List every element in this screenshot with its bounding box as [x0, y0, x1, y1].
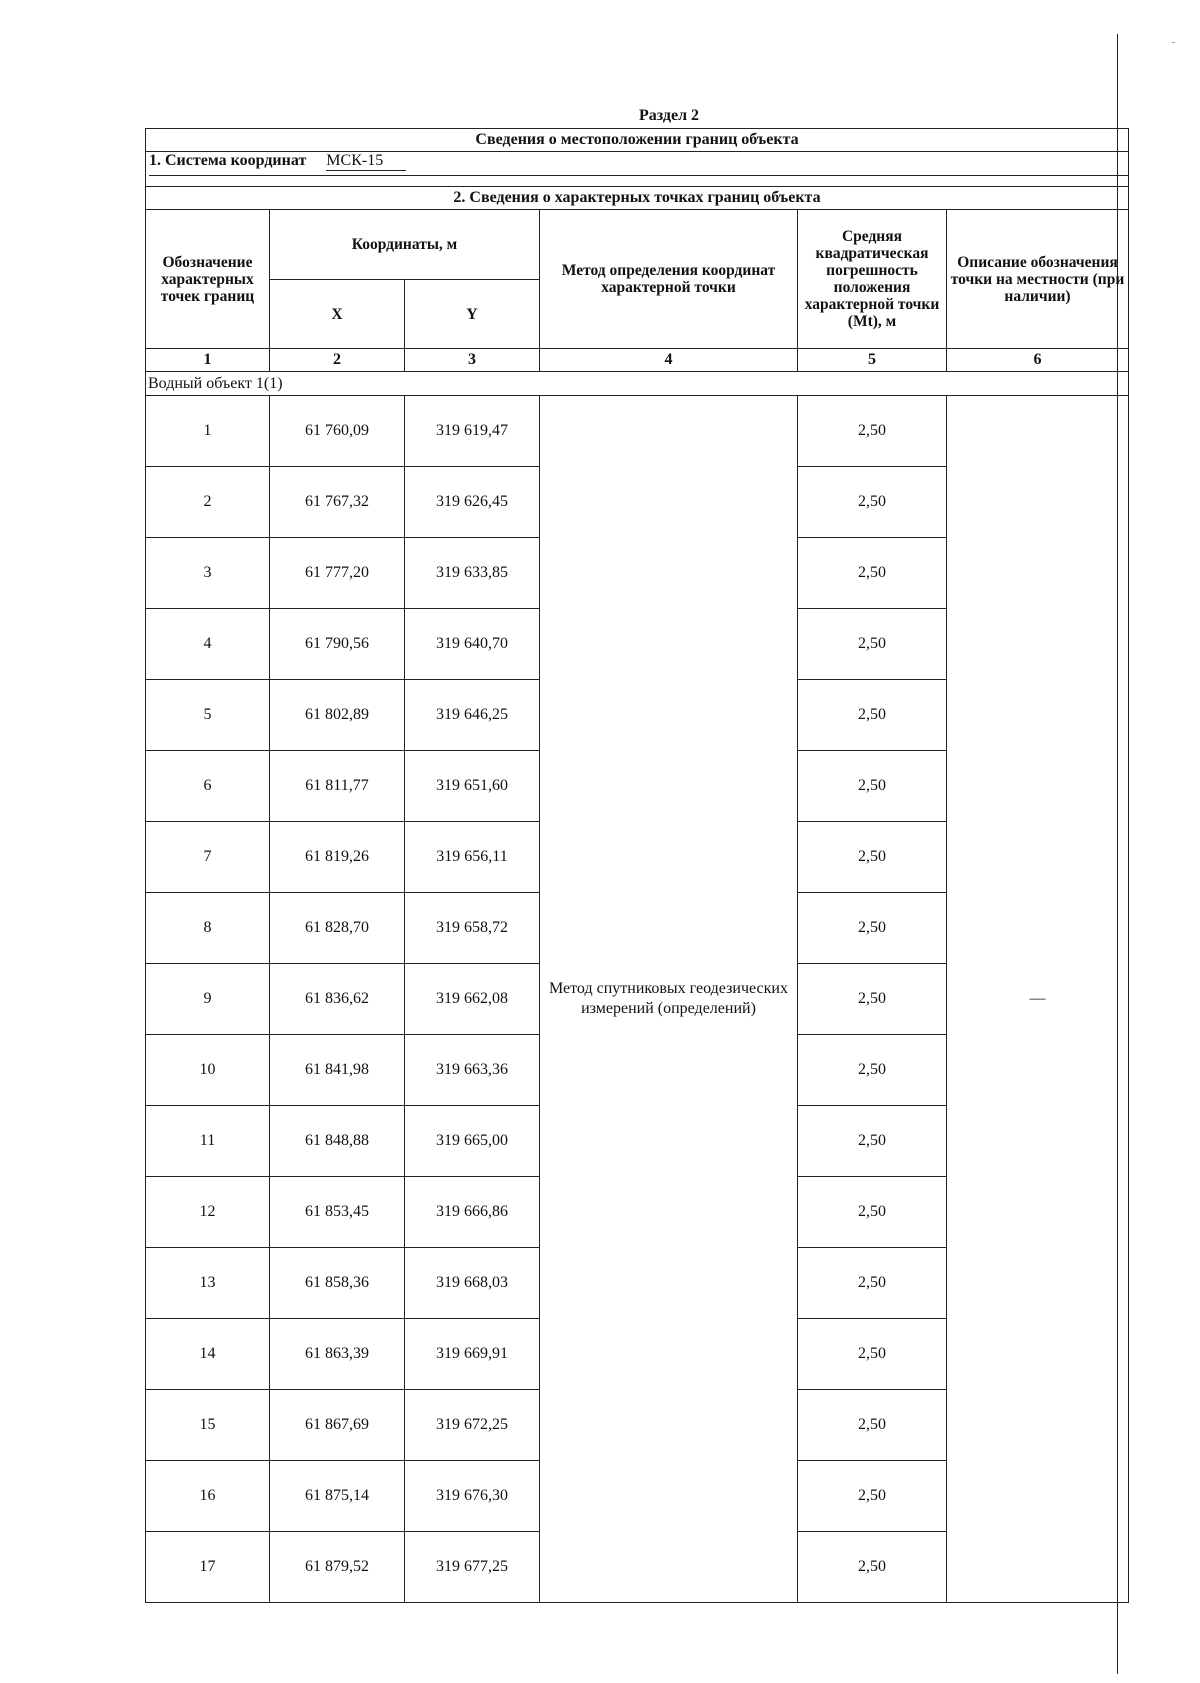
coordinate-x: 61 853,45 — [270, 1177, 405, 1248]
coordinate-x: 61 828,70 — [270, 893, 405, 964]
mean-square-error: 2,50 — [798, 1106, 947, 1177]
coordinate-x: 61 848,88 — [270, 1106, 405, 1177]
point-number: 9 — [146, 964, 270, 1035]
coordinate-system-label: 1. Система координат — [149, 152, 307, 169]
coordinate-y: 319 668,03 — [405, 1248, 540, 1319]
coordinate-x: 61 760,09 — [270, 396, 405, 467]
column-number: 3 — [405, 349, 540, 372]
coordinate-y: 319 665,00 — [405, 1106, 540, 1177]
mean-square-error: 2,50 — [798, 1319, 947, 1390]
point-number: 8 — [146, 893, 270, 964]
mean-square-error: 2,50 — [798, 1248, 947, 1319]
column-number: 4 — [540, 349, 798, 372]
coordinate-y: 319 626,45 — [405, 467, 540, 538]
point-number: 10 — [146, 1035, 270, 1106]
coordinate-y: 319 669,91 — [405, 1319, 540, 1390]
object-label: Водный объект 1(1) — [146, 372, 1129, 396]
point-number: 13 — [146, 1248, 270, 1319]
coordinate-x: 61 875,14 — [270, 1461, 405, 1532]
coordinate-x: 61 858,36 — [270, 1248, 405, 1319]
coordinate-y: 319 666,86 — [405, 1177, 540, 1248]
coordinate-x: 61 867,69 — [270, 1390, 405, 1461]
coordinate-y: 319 663,36 — [405, 1035, 540, 1106]
coordinate-y: 319 676,30 — [405, 1461, 540, 1532]
point-number: 6 — [146, 751, 270, 822]
coordinate-y: 319 646,25 — [405, 680, 540, 751]
boundary-points-table — [145, 128, 1129, 1603]
mean-square-error: 2,50 — [798, 396, 947, 467]
mean-square-error: 2,50 — [798, 964, 947, 1035]
point-number: 17 — [146, 1532, 270, 1603]
coordinate-y: 319 640,70 — [405, 609, 540, 680]
point-number: 5 — [146, 680, 270, 751]
coordinate-y: 319 662,08 — [405, 964, 540, 1035]
header-error: Средняя квадратическая погрешность положения характерной точки (Mt), м — [798, 210, 947, 349]
point-number: 16 — [146, 1461, 270, 1532]
coordinate-y: 319 672,25 — [405, 1390, 540, 1461]
header-method: Метод определения координат характерной точки — [540, 210, 798, 349]
mean-square-error: 2,50 — [798, 822, 947, 893]
coordinate-system-underline — [149, 175, 1128, 176]
point-number: 2 — [146, 467, 270, 538]
header-description: Описание обозначения точки на местности (при наличии) — [947, 210, 1129, 349]
mean-square-error: 2,50 — [798, 609, 947, 680]
header-coordinates: Координаты, м — [270, 210, 540, 280]
mean-square-error: 2,50 — [798, 893, 947, 964]
mean-square-error: 2,50 — [798, 538, 947, 609]
mean-square-error: 2,50 — [798, 680, 947, 751]
mean-square-error: 2,50 — [798, 467, 947, 538]
mean-square-error: 2,50 — [798, 1035, 947, 1106]
coordinate-y: 319 658,72 — [405, 893, 540, 964]
point-number: 11 — [146, 1106, 270, 1177]
column-number: 1 — [146, 349, 270, 372]
mean-square-error: 2,50 — [798, 1461, 947, 1532]
coordinate-y: 319 677,25 — [405, 1532, 540, 1603]
scan-speck — [1172, 42, 1175, 43]
points-subtitle: 2. Сведения о характерных точках границ объекта — [146, 187, 1129, 210]
point-number: 4 — [146, 609, 270, 680]
coordinate-y: 319 656,11 — [405, 822, 540, 893]
coordinate-y: 319 651,60 — [405, 751, 540, 822]
point-number: 1 — [146, 396, 270, 467]
column-number: 2 — [270, 349, 405, 372]
point-number: 14 — [146, 1319, 270, 1390]
point-number: 15 — [146, 1390, 270, 1461]
table-title: Сведения о местоположении границ объекта — [146, 129, 1129, 152]
description-cell: — — [947, 396, 1129, 1603]
coordinate-y: 319 619,47 — [405, 396, 540, 467]
coordinate-x: 61 863,39 — [270, 1319, 405, 1390]
coordinate-x: 61 836,62 — [270, 964, 405, 1035]
mean-square-error: 2,50 — [798, 1177, 947, 1248]
coordinate-system-value: МСК-15 — [326, 152, 406, 171]
header-y: Y — [405, 280, 540, 349]
coordinate-x: 61 841,98 — [270, 1035, 405, 1106]
point-number: 12 — [146, 1177, 270, 1248]
coordinate-x: 61 777,20 — [270, 538, 405, 609]
mean-square-error: 2,50 — [798, 751, 947, 822]
column-number: 5 — [798, 349, 947, 372]
coordinate-x: 61 802,89 — [270, 680, 405, 751]
coordinate-x: 61 819,26 — [270, 822, 405, 893]
coordinate-y: 319 633,85 — [405, 538, 540, 609]
coordinate-x: 61 879,52 — [270, 1532, 405, 1603]
coordinate-x: 61 767,32 — [270, 467, 405, 538]
mean-square-error: 2,50 — [798, 1390, 947, 1461]
point-number: 3 — [146, 538, 270, 609]
method-cell: Метод спутниковых геодезических измерений (определений) — [540, 396, 798, 1603]
coordinate-x: 61 790,56 — [270, 609, 405, 680]
coordinate-system-row — [146, 152, 1129, 187]
header-point-designation: Обозначение характерных точек границ — [146, 210, 270, 349]
header-x: X — [270, 280, 405, 349]
section-title: Раздел 2 — [638, 107, 700, 124]
column-number: 6 — [947, 349, 1129, 372]
mean-square-error: 2,50 — [798, 1532, 947, 1603]
point-number: 7 — [146, 822, 270, 893]
table-row — [146, 396, 1129, 467]
coordinate-x: 61 811,77 — [270, 751, 405, 822]
